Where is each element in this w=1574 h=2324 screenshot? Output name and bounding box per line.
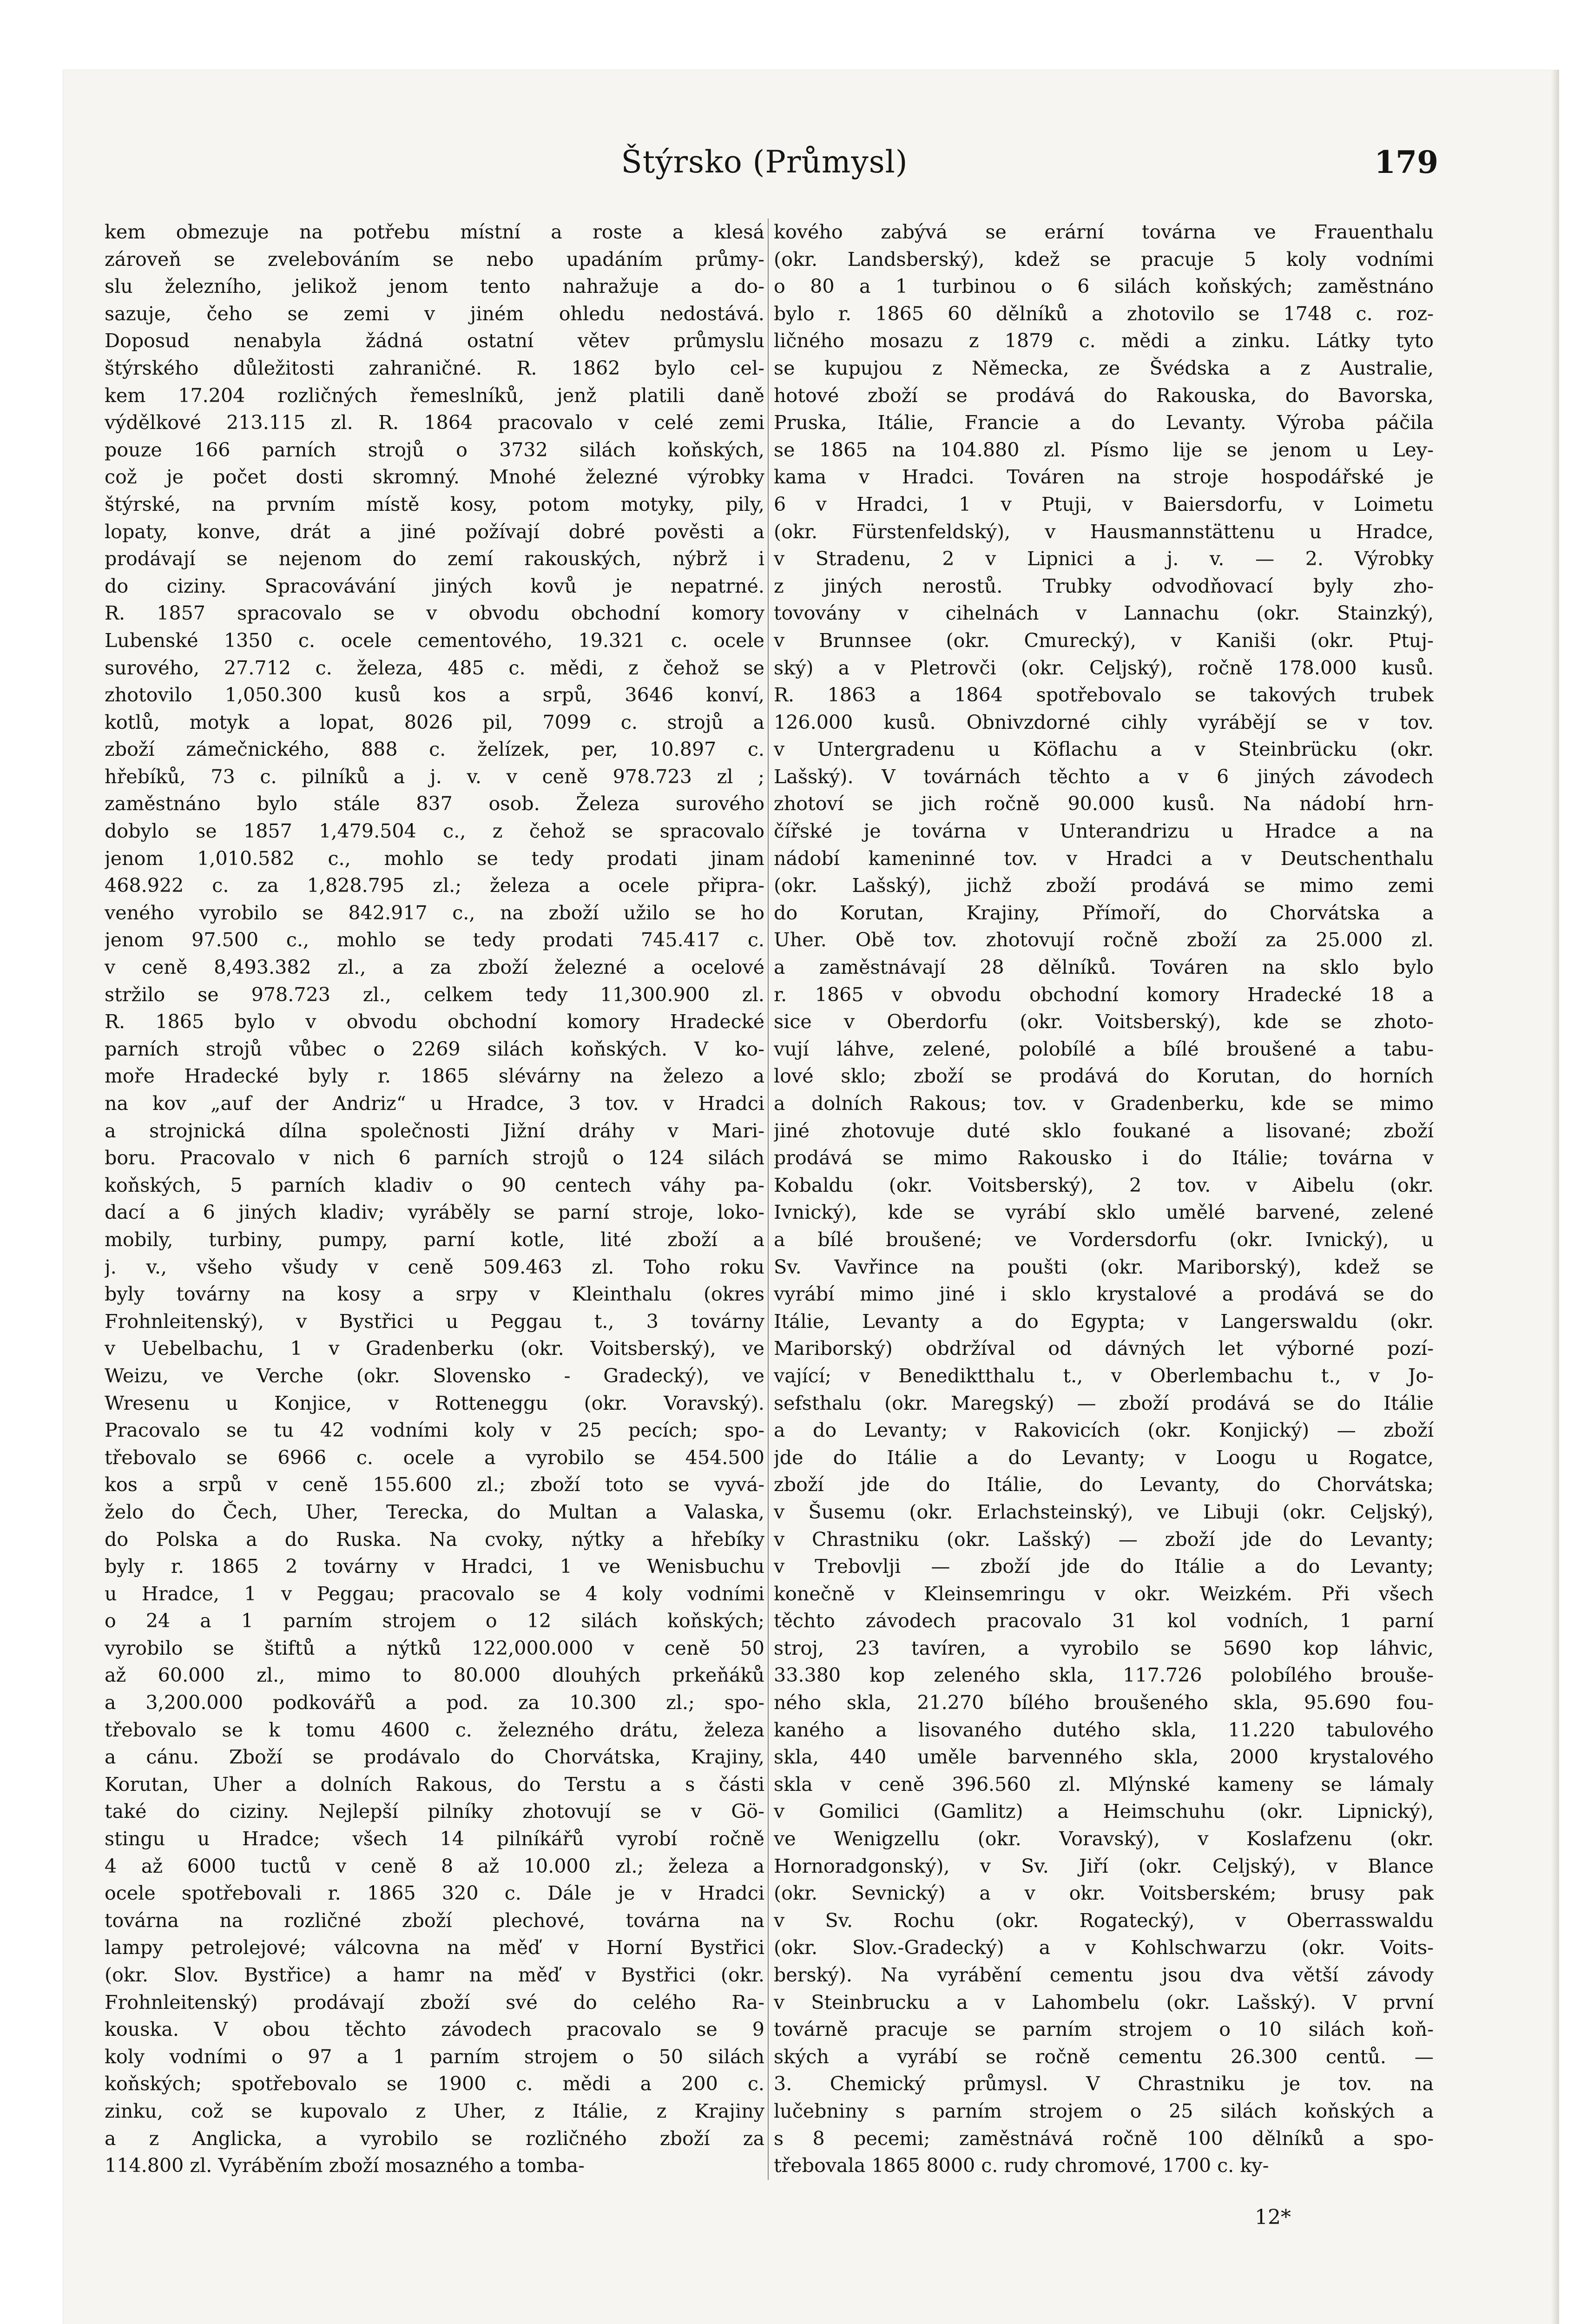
text-line: (okr. Fürstenfeldský), v Hausmannstättenu u Hradce,	[774, 520, 1434, 543]
text-line: 126.000 kusů. Obnivzdorné cihly vyrábějí se v tov.	[774, 711, 1434, 733]
text-line: o 80 a 1 turbinou o 6 silách koňských; zaměstnáno	[774, 275, 1434, 298]
text-line: jiné zhotovuje duté sklo foukané a lisované; zboží	[774, 1119, 1434, 1142]
running-title: Štýrsko (Průmysl)	[621, 144, 908, 180]
text-line: a strojnická dílna společnosti Jižní dráhy v Mari-	[105, 1119, 764, 1142]
text-line: Doposud nenabyla žádná ostatní větev průmyslu	[105, 330, 764, 352]
text-line: vyrobilo se štiftů a nýtků 122,000.000 v ceně 50	[105, 1637, 764, 1659]
text-line: na kov „auf der Andriz“ u Hradce, 3 tov. v Hradci	[105, 1092, 764, 1115]
text-line: (okr. Landsberský), kdež se pracuje 5 koly vodními	[774, 248, 1434, 271]
text-line: lučebniny s parním strojem o 25 silách koňských a	[774, 2100, 1434, 2122]
text-line: jde do Itálie a do Levanty; v Loogu u Rogatce,	[774, 1446, 1434, 1469]
text-line: o 24 a 1 parním strojem o 12 silách koňských;	[105, 1610, 764, 1632]
text-line: v Brunnsee (okr. Cmurecký), v Kaniši (okr. Ptuj-	[774, 629, 1434, 652]
text-line: slu železního, jelikož jenom tento nahražuje a do-	[105, 275, 764, 298]
text-line: v Stradenu, 2 v Lipnici a j. v. — 2. Výrobky	[774, 548, 1434, 570]
text-line: prodávají se nejenom do zemí rakouských, nýbrž i	[105, 548, 764, 570]
text-line: stržilo se 978.723 zl., celkem tedy 11,300.900 zl.	[105, 983, 764, 1006]
text-line: v Untergradenu u Köflachu a v Steinbrücku (okr.	[774, 738, 1434, 761]
text-line: kem 17.204 rozličných řemeslníků, jenž platili daně	[105, 384, 764, 407]
text-line: Wresenu u Konjice, v Rotteneggu (okr. Voravský).	[105, 1392, 764, 1414]
text-line: Kobaldu (okr. Voitsberský), 2 tov. v Aibelu (okr.	[774, 1174, 1434, 1196]
text-line: bylo r. 1865 60 dělníků a zhotovilo se 1748 c. roz-	[774, 302, 1434, 325]
text-line: želo do Čech, Uher, Terecka, do Multan a Valaska,	[105, 1500, 764, 1523]
text-line: (okr. Slov.-Gradecký) a v Kohlschwarzu (okr. Voits-	[774, 1936, 1434, 1959]
left-column	[105, 218, 764, 2179]
text-line: byly továrny na kosy a srpy v Kleinthalu (okres	[105, 1283, 764, 1306]
text-line: R. 1857 spracovalo se v obvodu obchodní komory	[105, 602, 764, 625]
text-line: a do Levanty; v Rakovicích (okr. Konjický) — zboží	[774, 1419, 1434, 1442]
text-line: R. 1863 a 1864 spotřebovalo se takových trubek	[774, 684, 1434, 706]
text-line: tovovány v cihelnách v Lannachu (okr. Stainzký),	[774, 602, 1434, 625]
text-line: dací a 6 jiných kladiv; vyráběly se parní stroje, loko-	[105, 1201, 764, 1224]
text-line: konečně v Kleinsemringu v okr. Weizkém. Při všech	[774, 1582, 1434, 1605]
text-line: kama v Hradci. Továren na stroje hospodářské je	[774, 466, 1434, 489]
text-line: (okr. Slov. Bystřice) a hamr na měď v Bystřici (okr.	[105, 1964, 764, 1986]
text-line: Hornoradgonský), v Sv. Jiří (okr. Celjský), v Blance	[774, 1855, 1434, 1877]
text-line: lampy petrolejové; válcovna na měď v Horní Bystřici	[105, 1936, 764, 1959]
text-line: až 60.000 zl., mimo to 80.000 dlouhých prkeňáků	[105, 1664, 764, 1687]
text-line: skla, 440 uměle barvenného skla, 2000 krystalového	[774, 1746, 1434, 1769]
text-line: Uher. Obě tov. zhotovují ročně zboží za 25.000 zl.	[774, 929, 1434, 951]
text-line: sazuje, čeho se zemi v jiném ohledu nedostává.	[105, 302, 764, 325]
text-line: výdělkové 213.115 zl. R. 1864 pracovalo v celé zemi	[105, 411, 764, 434]
text-line: z jiných nerostů. Trubky odvodňovací byly zho-	[774, 574, 1434, 597]
column-divider	[768, 218, 769, 2180]
text-line: koly vodními o 97 a 1 parním strojem o 50 silách	[105, 2045, 764, 2068]
text-line: zboží zámečnického, 888 c. želízek, per, 10.897 c.	[105, 738, 764, 761]
text-line: kos a srpů v ceně 155.600 zl.; zboží toto se vyvá-	[105, 1473, 764, 1496]
text-line: (okr. Sevnický) a v okr. Voitsberském; brusy pak	[774, 1882, 1434, 1905]
text-line: surového, 27.712 c. železa, 485 c. mědi, z čehož se	[105, 656, 764, 679]
text-line: Pruska, Itálie, Francie a do Levanty. Výroba páčila	[774, 411, 1434, 434]
text-line: zinku, což se kupovalo z Uher, z Itálie, z Krajiny	[105, 2100, 764, 2122]
text-line: do ciziny. Spracovávání jiných kovů je nepatrné.	[105, 574, 764, 597]
text-line: Sv. Vavřince na poušti (okr. Mariborský), kdež se	[774, 1255, 1434, 1278]
text-line: 4 až 6000 tuctů v ceně 8 až 10.000 zl.; železa a	[105, 1855, 764, 1877]
text-line: a zaměstnávají 28 dělníků. Továren na sklo bylo	[774, 956, 1434, 979]
signature-mark: 12*	[1255, 2205, 1291, 2229]
page-header	[91, 144, 1438, 195]
text-line: j. v., všeho všudy v ceně 509.463 zl. Toho roku	[105, 1255, 764, 1278]
text-line: stingu u Hradce; všech 14 pilníkářů vyrobí ročně	[105, 1828, 764, 1850]
text-line: parních strojů vůbec o 2269 silách koňských. V ko-	[105, 1037, 764, 1060]
text-line: jenom 1,010.582 c., mohlo se tedy prodati jinam	[105, 847, 764, 870]
text-line: v Trebovlji — zboží jde do Itálie a do Levanty;	[774, 1555, 1434, 1578]
text-line: v Gomilici (Gamlitz) a Heimschuhu (okr. Lipnický),	[774, 1800, 1434, 1823]
text-line: berský). Na vyrábění cementu jsou dva větší závody	[774, 1964, 1434, 1986]
text-line: štýrské, na prvním místě kosy, potom motyky, pily,	[105, 493, 764, 515]
text-line: Frohnleitenský), v Bystřici u Peggau t., 3 továrny	[105, 1310, 764, 1333]
text-line: v Šusemu (okr. Erlachsteinský), ve Libuji (okr. Celjský),	[774, 1500, 1434, 1523]
text-line: zaměstnáno bylo stále 837 osob. Železa surového	[105, 792, 764, 815]
text-line: zároveň se zvelebováním se nebo upadáním průmy-	[105, 248, 764, 271]
text-line: lopaty, konve, drát a jiné požívají dobré pověsti a	[105, 520, 764, 543]
text-line: kotlů, motyk a lopat, 8026 pil, 7099 c. strojů a	[105, 711, 764, 733]
page-edge	[1551, 70, 1559, 2324]
text-line: Mariborský) obdržíval od dávných let výborné pozí-	[774, 1337, 1434, 1360]
text-line: a cánu. Zboží se prodávalo do Chorvátska, Krajiny,	[105, 1746, 764, 1769]
text-line: továrně pracuje se parním strojem o 10 silách koň-	[774, 2018, 1434, 2041]
text-line: R. 1865 bylo v obvodu obchodní komory Hradecké	[105, 1010, 764, 1033]
text-line: Korutan, Uher a dolních Rakous, do Terstu a s části	[105, 1773, 764, 1796]
text-line: vající; v Benediktthalu t., v Oberlembachu t., v Jo-	[774, 1364, 1434, 1387]
text-line: stroj, 23 tavíren, a vyrobilo se 5690 kop láhvic,	[774, 1637, 1434, 1659]
text-line: Weizu, ve Verche (okr. Slovensko - Gradecký), ve	[105, 1364, 764, 1387]
text-line: 3. Chemický průmysl. V Chrastniku je tov. na	[774, 2073, 1434, 2095]
text-line: pouze 166 parních strojů o 3732 silách koňských,	[105, 438, 764, 461]
text-line: hotové zboží se prodává do Rakouska, do Bavorska,	[774, 384, 1434, 407]
text-line: prodává se mimo Rakousko i do Itálie; továrna v	[774, 1147, 1434, 1169]
text-line: v Chrastniku (okr. Lašský) — zboží jde do Levanty;	[774, 1528, 1434, 1551]
text-line: byly r. 1865 2 továrny v Hradci, 1 ve Wenisbuchu	[105, 1555, 764, 1578]
text-line: sice v Oberdorfu (okr. Voitsberský), kde se zhoto-	[774, 1010, 1434, 1033]
text-line: kaného a lisovaného dutého skla, 11.220 tabulového	[774, 1718, 1434, 1741]
text-line: v Steinbrucku a v Lahombelu (okr. Lašský). V první	[774, 1991, 1434, 2014]
text-line: se 1865 na 104.880 zl. Písmo lije se jenom u Ley-	[774, 438, 1434, 461]
text-line: štýrského důležitosti zahraničné. R. 1862 bylo cel-	[105, 357, 764, 379]
text-line: ličného mosazu z 1879 c. mědi a zinku. Látky tyto	[774, 330, 1434, 352]
text-line: r. 1865 v obvodu obchodní komory Hradecké 18 a	[774, 983, 1434, 1006]
text-line: kouska. V obou těchto závodech pracovalo se 9	[105, 2018, 764, 2041]
text-line: zhotovilo 1,050.300 kusů kos a srpů, 3646 konví,	[105, 684, 764, 706]
text-line: Frohnleitenský) prodávají zboží své do celého Ra-	[105, 1991, 764, 2014]
text-line: s 8 pecemi; zaměstnává ročně 100 dělníků a spo-	[774, 2127, 1434, 2150]
text-line: koňských, 5 parních kladiv o 90 centech váhy pa-	[105, 1174, 764, 1196]
text-line: nádobí kameninné tov. v Hradci a v Deutschenthalu	[774, 847, 1434, 870]
text-line: Lašský). V továrnách těchto a v 6 jiných závodech	[774, 765, 1434, 788]
text-line: ve Wenigzellu (okr. Voravský), v Koslafzenu (okr.	[774, 1828, 1434, 1850]
text-line: třebovalo se 6966 c. ocele a vyrobilo se 454.500	[105, 1446, 764, 1469]
text-line: boru. Pracovalo v nich 6 parních strojů o 124 silách	[105, 1147, 764, 1169]
text-line: a z Anglicka, a vyrobilo se rozličného zboží za	[105, 2127, 764, 2150]
text-line: (okr. Lašský), jichž zboží prodává se mimo zemi	[774, 874, 1434, 897]
text-line: jenom 97.500 c., mohlo se tedy prodati 745.417 c.	[105, 929, 764, 951]
text-line: což je počet dosti skromný. Mnohé železné výrobky	[105, 466, 764, 489]
text-line: třebovala 1865 8000 c. rudy chromové, 1700 c. ky-	[774, 2154, 1269, 2177]
page-number: 179	[1374, 144, 1438, 180]
text-line: a 3,200.000 podkovářů a pod. za 10.300 zl.; spo-	[105, 1691, 764, 1714]
text-line: v Uebelbachu, 1 v Gradenberku (okr. Voitsberský), ve	[105, 1337, 764, 1360]
text-line: zhotoví se jich ročně 90.000 kusů. Na nádobí hrn-	[774, 792, 1434, 815]
text-line: dobylo se 1857 1,479.504 c., z čehož se spracovalo	[105, 820, 764, 843]
text-line: moře Hradecké byly r. 1865 slévárny na železo a	[105, 1065, 764, 1088]
text-line: třebovalo se k tomu 4600 c. železného drátu, železa	[105, 1718, 764, 1741]
text-line: u Hradce, 1 v Peggau; pracovalo se 4 koly vodními	[105, 1582, 764, 1605]
text-line: v Sv. Rochu (okr. Rogatecký), v Oberrasswaldu	[774, 1909, 1434, 1932]
text-line: ného skla, 21.270 bílého broušeného skla, 95.690 fou-	[774, 1691, 1434, 1714]
text-line: vují láhve, zelené, polobílé a bílé broušené a tabu-	[774, 1037, 1434, 1060]
text-line: 114.800 zl. Vyráběním zboží mosazného a tomba-	[105, 2154, 585, 2177]
text-line: 468.922 c. za 1,828.795 zl.; železa a ocele připra-	[105, 874, 764, 897]
text-line: do Polska a do Ruska. Na cvoky, nýtky a hřebíky	[105, 1528, 764, 1551]
text-line: hřebíků, 73 c. pilníků a j. v. v ceně 978.723 zl ;	[105, 765, 764, 788]
text-line: lové sklo; zboží se prodává do Korutan, do horních	[774, 1065, 1434, 1088]
text-line: veného vyrobilo se 842.917 c., na zboží užilo se ho	[105, 901, 764, 924]
text-line: Ivnický), kde se vyrábí sklo umělé barvené, zelené	[774, 1201, 1434, 1224]
text-line: v ceně 8,493.382 zl., a za zboží železné a ocelové	[105, 956, 764, 979]
text-line: kového zabývá se erární továrna ve Frauenthalu	[774, 221, 1434, 243]
text-line: a bílé broušené; ve Vordersdorfu (okr. Ivnický), u	[774, 1228, 1434, 1251]
text-line: se kupujou z Německa, ze Švédska a z Australie,	[774, 357, 1434, 379]
text-line: ocele spotřebovali r. 1865 320 c. Dále je v Hradci	[105, 1882, 764, 1905]
text-line: kem obmezuje na potřebu místní a roste a klesá	[105, 221, 764, 243]
text-line: vyrábí mimo jiné i sklo krystalové a prodává se do	[774, 1283, 1434, 1306]
text-line: sefsthalu (okr. Maregský) — zboží prodává se do Itálie	[774, 1392, 1434, 1414]
text-line: také do ciziny. Nejlepší pilníky zhotovují se v Gö-	[105, 1800, 764, 1823]
text-line: továrna na rozličné zboží plechové, továrna na	[105, 1909, 764, 1932]
text-line: koňských; spotřebovalo se 1900 c. mědi a 200 c.	[105, 2073, 764, 2095]
text-line: ský) a v Pletrovči (okr. Celjský), ročně 178.000 kusů.	[774, 656, 1434, 679]
text-line: těchto závodech pracovalo 31 kol vodních, 1 parní	[774, 1610, 1434, 1632]
text-line: do Korutan, Krajiny, Přímoří, do Chorvátska a	[774, 901, 1434, 924]
text-line: Pracovalo se tu 42 vodními koly v 25 pecích; spo-	[105, 1419, 764, 1442]
right-column	[774, 218, 1434, 2179]
text-line: mobily, turbiny, pumpy, parní kotle, lité zboží a	[105, 1228, 764, 1251]
text-line: a dolních Rakous; tov. v Gradenberku, kde se mimo	[774, 1092, 1434, 1115]
text-line: Itálie, Levanty a do Egypta; v Langerswaldu (okr.	[774, 1310, 1434, 1333]
text-line: 33.380 kop zeleného skla, 117.726 polobílého brouše-	[774, 1664, 1434, 1687]
text-line: skla v ceně 396.560 zl. Mlýnské kameny se lámaly	[774, 1773, 1434, 1796]
text-line: Lubenské 1350 c. ocele cementového, 19.321 c. ocele	[105, 629, 764, 652]
text-line: čířské je továrna v Unterandrizu u Hradce a na	[774, 820, 1434, 843]
text-line: ských a vyrábí se ročně cementu 26.300 centů. —	[774, 2045, 1434, 2068]
text-line: 6 v Hradci, 1 v Ptuji, v Baiersdorfu, v Loimetu	[774, 493, 1434, 515]
text-line: zboží jde do Itálie, do Levanty, do Chorvátska;	[774, 1473, 1434, 1496]
